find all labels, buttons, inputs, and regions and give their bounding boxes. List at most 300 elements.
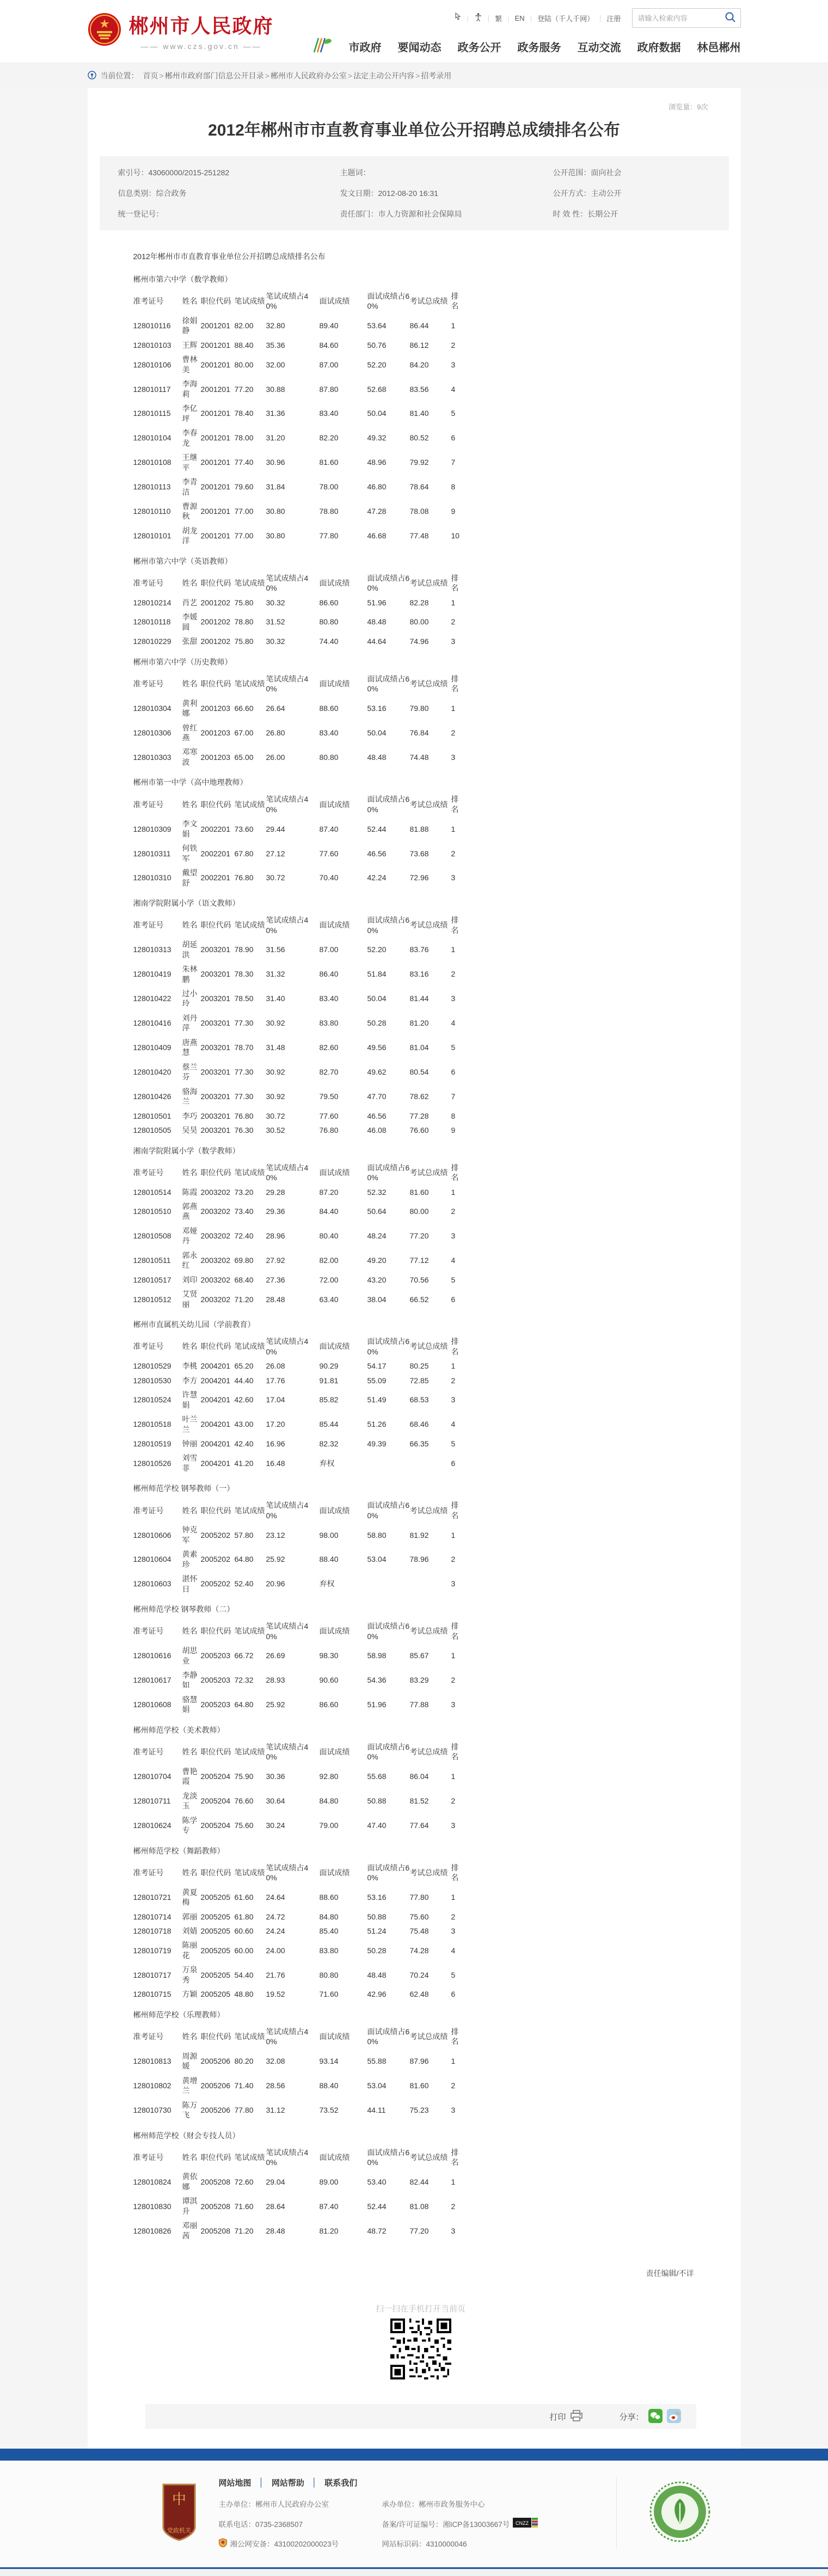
nav-item-7[interactable]: 林邑郴州 bbox=[697, 42, 741, 54]
cell: 30.24 bbox=[266, 1820, 285, 1830]
cell: 75.23 bbox=[409, 2105, 429, 2114]
column-header: 排名 bbox=[451, 1501, 459, 1520]
cell: 80.80 bbox=[319, 752, 339, 762]
cell: 88.60 bbox=[319, 703, 339, 713]
cell: 3 bbox=[451, 994, 456, 1003]
cell: 2003202 bbox=[200, 1295, 231, 1304]
cell: 86.44 bbox=[409, 321, 429, 330]
cell: 128010108 bbox=[133, 458, 171, 467]
cell: 82.70 bbox=[319, 1068, 339, 1077]
nav-item-2[interactable]: 要闻动态 bbox=[397, 42, 441, 54]
breadcrumb-separator: > bbox=[159, 71, 164, 80]
cell: 30.52 bbox=[266, 1126, 285, 1135]
cell: 龙淡玉 bbox=[182, 1791, 198, 1811]
cell: 黄素珍 bbox=[182, 1550, 198, 1569]
column-header: 职位代码 bbox=[200, 579, 231, 588]
breadcrumb-item[interactable]: 首页 bbox=[143, 71, 158, 80]
column-header: 笔试成绩 bbox=[234, 579, 265, 588]
cell: 曹艳霞 bbox=[182, 1767, 198, 1786]
cell: 2004201 bbox=[200, 1458, 231, 1468]
svg-text:中: 中 bbox=[171, 2491, 186, 2507]
cell: 2001201 bbox=[200, 482, 231, 492]
cell: 陈学专 bbox=[182, 1816, 198, 1835]
cell: 78.50 bbox=[234, 994, 254, 1003]
cell: 75.48 bbox=[409, 1926, 429, 1935]
cell: 87.00 bbox=[319, 360, 339, 369]
cell: 42.40 bbox=[234, 1439, 254, 1448]
cell: 54.36 bbox=[367, 1676, 387, 1685]
cell: 128010508 bbox=[133, 1231, 171, 1241]
cell: 弃权 bbox=[319, 1579, 335, 1588]
cell: 128010422 bbox=[133, 994, 171, 1003]
table-row bbox=[133, 696, 463, 721]
cell: 80.00 bbox=[234, 360, 254, 369]
cell: 李静如 bbox=[182, 1671, 198, 1690]
cell: 128010718 bbox=[133, 1926, 171, 1935]
cell: 128010304 bbox=[133, 703, 171, 713]
column-header: 姓名 bbox=[182, 1868, 198, 1877]
cell: 46.68 bbox=[367, 531, 387, 541]
column-header: 职位代码 bbox=[200, 1168, 231, 1177]
column-header: 排名 bbox=[451, 292, 459, 311]
cell: 50.64 bbox=[367, 1207, 387, 1216]
cell: 刘丹萍 bbox=[182, 1013, 198, 1033]
column-header: 面试成绩占60% bbox=[367, 1742, 410, 1762]
cell: 4 bbox=[451, 1946, 456, 1955]
column-header: 笔试成绩占40% bbox=[266, 1501, 309, 1520]
cell: 49.20 bbox=[367, 1256, 387, 1265]
cell: 77.88 bbox=[409, 1700, 429, 1709]
cell: 3 bbox=[451, 1820, 456, 1830]
cell: 艾贤丽 bbox=[182, 1290, 198, 1309]
footer-link-help[interactable]: 网站帮助 bbox=[271, 2479, 304, 2488]
header-row bbox=[133, 1861, 463, 1885]
column-header: 笔试成绩 bbox=[234, 2032, 265, 2041]
score-table bbox=[133, 1161, 463, 1312]
cell: 28.93 bbox=[266, 1676, 285, 1685]
cell: 2005203 bbox=[200, 1700, 231, 1709]
section-title: 郴州市第六中学（英语教师） bbox=[133, 556, 232, 566]
cell: 128010704 bbox=[133, 1772, 171, 1781]
share-wechat-button[interactable] bbox=[648, 2409, 663, 2425]
column-header: 面试成绩 bbox=[319, 921, 350, 930]
cell: 王辉 bbox=[182, 340, 198, 349]
table-row bbox=[133, 1273, 463, 1287]
cell: 75.90 bbox=[234, 1772, 254, 1781]
column-header: 职位代码 bbox=[200, 921, 231, 930]
column-header: 姓名 bbox=[182, 1506, 198, 1515]
cell: 87.40 bbox=[319, 824, 339, 833]
footer-link-contact[interactable]: 联系我们 bbox=[324, 2479, 358, 2488]
recruitment-section bbox=[133, 556, 708, 649]
section-title: 湘南学院附属小学（语文教师） bbox=[133, 899, 240, 908]
cell: 78.00 bbox=[319, 482, 339, 492]
cell: 80.40 bbox=[319, 1231, 339, 1241]
cell: 2002201 bbox=[200, 849, 231, 858]
cell: 81.04 bbox=[409, 1043, 429, 1052]
cell: 2003202 bbox=[200, 1256, 231, 1265]
meta-label: 时 效 性： bbox=[553, 210, 588, 218]
utility-bar: | | 繁 | EN | 登陆（千人千网） | 注册 请输入检索内容 bbox=[453, 8, 740, 28]
cell: 128010113 bbox=[133, 482, 171, 492]
cell: 77.48 bbox=[409, 531, 429, 541]
login-link[interactable]: 登陆（千人千网） bbox=[537, 14, 594, 23]
recruitment-section bbox=[133, 1319, 708, 1475]
cell: 钟丽 bbox=[182, 1439, 198, 1448]
column-header: 面试成绩占60% bbox=[367, 2027, 410, 2046]
cell: 2005202 bbox=[200, 1530, 231, 1540]
column-header: 面试成绩占60% bbox=[367, 916, 410, 935]
cell: 82.32 bbox=[319, 1439, 339, 1448]
cell: 2005204 bbox=[200, 1796, 231, 1805]
cell: 76.80 bbox=[234, 1111, 254, 1120]
cell: 76.60 bbox=[234, 1796, 254, 1805]
section-title: 郴州市第一中学（高中地理教师） bbox=[133, 778, 248, 787]
footer-sponsor: 主办单位：郴州市人民政府办公室 bbox=[218, 2500, 329, 2509]
cell: 2003201 bbox=[200, 1111, 231, 1120]
table-row bbox=[133, 475, 463, 499]
cell: 7 bbox=[451, 458, 456, 467]
breadcrumb-label: 当前位置： bbox=[100, 71, 139, 80]
cell: 骆海兰 bbox=[182, 1087, 198, 1106]
cell: 52.20 bbox=[367, 945, 387, 954]
cell: 4 bbox=[451, 1256, 456, 1265]
cell: 骆慧娟 bbox=[182, 1695, 198, 1714]
column-header: 考试总成绩 bbox=[409, 1627, 448, 1636]
header-row bbox=[133, 792, 463, 817]
cell: 2003202 bbox=[200, 1275, 231, 1284]
cell: 2 bbox=[451, 2081, 456, 2090]
column-header: 排名 bbox=[451, 1742, 459, 1762]
cell: 77.80 bbox=[319, 531, 339, 541]
cell: 88.40 bbox=[319, 2081, 339, 2090]
column-header: 笔试成绩 bbox=[234, 800, 265, 809]
site-footer bbox=[0, 2449, 828, 2576]
column-header: 准考证号 bbox=[133, 1627, 164, 1636]
cnzz-badge[interactable] bbox=[513, 2518, 538, 2529]
header-row bbox=[133, 1619, 463, 1643]
cell: 2003202 bbox=[200, 1187, 231, 1197]
cell: 1 bbox=[451, 1772, 456, 1781]
nav-item-4[interactable]: 政务服务 bbox=[517, 42, 561, 54]
cell: 李青洁 bbox=[182, 477, 198, 496]
cell: 31.52 bbox=[266, 617, 285, 627]
cell: 5 bbox=[451, 1043, 456, 1052]
column-header: 面试成绩占60% bbox=[367, 292, 410, 311]
svg-text:党政机关: 党政机关 bbox=[167, 2527, 191, 2534]
cell: 戴望舒 bbox=[182, 868, 198, 887]
score-table bbox=[133, 289, 463, 548]
cell: 曾红燕 bbox=[182, 723, 198, 742]
cell: 81.20 bbox=[319, 2226, 339, 2235]
cell: 32.80 bbox=[266, 321, 285, 330]
cell: 77.20 bbox=[409, 2226, 429, 2235]
column-header: 面试成绩占60% bbox=[367, 1863, 410, 1882]
meta-item bbox=[118, 208, 340, 219]
cell: 30.64 bbox=[266, 1796, 285, 1805]
cell: 2005208 bbox=[200, 2201, 231, 2211]
cell: 85.44 bbox=[319, 1420, 339, 1429]
column-header: 考试总成绩 bbox=[409, 921, 448, 930]
column-header: 考试总成绩 bbox=[409, 2032, 448, 2041]
cell: 128010526 bbox=[133, 1458, 171, 1468]
cell: 2001201 bbox=[200, 360, 231, 369]
cell: 52.40 bbox=[234, 1579, 254, 1588]
cell: 128010715 bbox=[133, 1990, 171, 1999]
search-icon bbox=[725, 17, 737, 25]
table-row bbox=[133, 1035, 463, 1060]
weibo-icon bbox=[667, 2409, 681, 2425]
section-title: 郴州师范学校 钢琴教师（二） bbox=[133, 1605, 235, 1614]
cell: 2005204 bbox=[200, 1820, 231, 1830]
cell: 2005205 bbox=[200, 1990, 231, 1999]
column-header: 排名 bbox=[451, 1163, 459, 1182]
table-row bbox=[133, 1388, 463, 1412]
cell: 16.96 bbox=[266, 1439, 285, 1448]
footer-links: 网站地图 │ 网站帮助 │ 联系我们 bbox=[218, 2478, 358, 2488]
cell: 1 bbox=[451, 1530, 456, 1540]
table-row bbox=[133, 2049, 463, 2074]
cell: 21.76 bbox=[266, 1970, 285, 1979]
cell: 72.40 bbox=[234, 1231, 254, 1241]
lang-traditional-link[interactable]: 繁 bbox=[495, 14, 502, 23]
nav-item-5[interactable]: 互动交流 bbox=[577, 42, 621, 54]
cell: 2 bbox=[451, 1376, 456, 1385]
column-header: 考试总成绩 bbox=[409, 297, 448, 306]
government-badge-icon bbox=[161, 2482, 197, 2544]
cell: 1 bbox=[451, 824, 456, 833]
cell: 29.36 bbox=[266, 1207, 285, 1216]
cell: 88.40 bbox=[319, 1555, 339, 1564]
cell: 65.20 bbox=[234, 1361, 254, 1371]
cell: 24.00 bbox=[266, 1946, 285, 1955]
cell: 51.96 bbox=[367, 598, 387, 607]
cell: 26.08 bbox=[266, 1361, 285, 1371]
cell: 81.08 bbox=[409, 2201, 429, 2211]
breadcrumb-item[interactable]: 郴州市人民政府办公室 bbox=[270, 71, 347, 80]
table-row bbox=[133, 1764, 463, 1789]
score-table bbox=[133, 1740, 463, 1838]
cell: 刘婧 bbox=[182, 1926, 198, 1935]
cell: 24.24 bbox=[266, 1926, 285, 1935]
cell: 87.80 bbox=[319, 384, 339, 394]
cell: 6 bbox=[451, 1990, 456, 1999]
cell: 3 bbox=[451, 873, 456, 882]
meta-value: 主动公开 bbox=[591, 189, 622, 198]
cell: 88.40 bbox=[234, 340, 254, 349]
column-header: 准考证号 bbox=[133, 297, 164, 306]
cell: 72.00 bbox=[319, 1275, 339, 1284]
recruitment-section bbox=[133, 777, 708, 890]
cell: 李春龙 bbox=[182, 428, 198, 447]
cell: 128010719 bbox=[133, 1946, 171, 1955]
cell: 1 bbox=[451, 1187, 456, 1197]
cell: 60.00 bbox=[234, 1946, 254, 1955]
table-row bbox=[133, 450, 463, 475]
accessibility-icon[interactable] bbox=[474, 13, 482, 23]
search-button[interactable] bbox=[723, 11, 738, 25]
cell: 64.80 bbox=[234, 1555, 254, 1564]
cell: 2001201 bbox=[200, 384, 231, 394]
cell: 83.29 bbox=[409, 1676, 429, 1685]
cell: 2005206 bbox=[200, 2056, 231, 2065]
cell: 71.60 bbox=[234, 2201, 254, 2211]
cell: 83.80 bbox=[319, 1946, 339, 1955]
cell: 128010416 bbox=[133, 1019, 171, 1028]
cell: 3 bbox=[451, 2226, 456, 2235]
cell: 46.56 bbox=[367, 1111, 387, 1120]
column-header: 笔试成绩 bbox=[234, 1747, 265, 1757]
table-row bbox=[133, 2098, 463, 2123]
column-header: 职位代码 bbox=[200, 2152, 231, 2162]
cell: 邓丽茜 bbox=[182, 2221, 198, 2240]
column-header: 面试成绩占60% bbox=[367, 2148, 410, 2167]
lang-english-link[interactable]: EN bbox=[514, 14, 525, 22]
cell: 郭永红 bbox=[182, 1250, 198, 1270]
cell: 43.20 bbox=[367, 1275, 387, 1284]
cell: 31.84 bbox=[266, 482, 285, 492]
register-link[interactable]: 注册 bbox=[606, 14, 621, 23]
cell: 5 bbox=[451, 409, 456, 418]
cell: 128010624 bbox=[133, 1820, 171, 1830]
sections bbox=[133, 274, 708, 2243]
cell: 31.48 bbox=[266, 1043, 285, 1052]
printer-icon bbox=[570, 2410, 583, 2424]
cell: 44.11 bbox=[367, 2105, 386, 2114]
cell: 胡龙洋 bbox=[182, 526, 198, 545]
nav-item-1[interactable]: 市政府 bbox=[348, 42, 382, 54]
cell: 128010103 bbox=[133, 340, 171, 349]
table-row bbox=[133, 1199, 463, 1224]
cell: 50.88 bbox=[367, 1796, 387, 1805]
cell: 128010606 bbox=[133, 1530, 171, 1540]
cell: 128010306 bbox=[133, 728, 171, 737]
score-table bbox=[133, 1498, 463, 1596]
cell: 30.32 bbox=[266, 598, 285, 607]
cell: 3 bbox=[451, 1231, 456, 1241]
cell: 86.12 bbox=[409, 340, 429, 349]
print-button[interactable] bbox=[570, 2410, 583, 2424]
cell: 17.04 bbox=[266, 1395, 285, 1404]
cell: 86.60 bbox=[319, 598, 339, 607]
cell: 31.40 bbox=[266, 994, 285, 1003]
table-row bbox=[133, 1692, 463, 1717]
cell: 85.82 bbox=[319, 1395, 339, 1404]
cell: 2001202 bbox=[200, 598, 231, 607]
column-header: 笔试成绩占40% bbox=[266, 2027, 309, 2046]
meta-label: 责任部门： bbox=[340, 210, 378, 218]
cell: 过小玲 bbox=[182, 989, 198, 1008]
cell: 29.44 bbox=[266, 824, 285, 833]
meta-item bbox=[340, 167, 553, 178]
civilized-site-badge-icon[interactable] bbox=[649, 2481, 710, 2545]
table-row bbox=[133, 610, 463, 634]
cell: 75.80 bbox=[234, 598, 254, 607]
column-header: 面试成绩占60% bbox=[367, 1337, 410, 1356]
cell: 73.40 bbox=[234, 1207, 254, 1216]
recruitment-section bbox=[133, 657, 708, 770]
cell: 2001203 bbox=[200, 728, 231, 737]
breadcrumb-item[interactable]: 法定主动公开内容 bbox=[353, 71, 415, 80]
cell: 77.20 bbox=[409, 1231, 429, 1241]
cell: 54.40 bbox=[234, 1970, 254, 1979]
cell: 90.60 bbox=[319, 1676, 339, 1685]
cell: 82.28 bbox=[409, 598, 429, 607]
cell: 2001203 bbox=[200, 752, 231, 762]
cell: 78.08 bbox=[409, 507, 429, 516]
cell: 128010214 bbox=[133, 598, 171, 607]
cell: 81.92 bbox=[409, 1530, 429, 1540]
column-header: 面试成绩占60% bbox=[367, 795, 410, 814]
cell: 48.24 bbox=[367, 1231, 387, 1241]
cell: 曹源秋 bbox=[182, 501, 198, 521]
cell: 2 bbox=[451, 1676, 456, 1685]
column-header: 笔试成绩 bbox=[234, 2152, 265, 2162]
table-row bbox=[133, 1373, 463, 1388]
column-header: 准考证号 bbox=[133, 921, 164, 930]
cell: 85.40 bbox=[319, 1926, 339, 1935]
cell: 2005208 bbox=[200, 2226, 231, 2235]
header-row bbox=[133, 571, 463, 596]
cell: 2 bbox=[451, 340, 456, 349]
cell: 58.98 bbox=[367, 1651, 387, 1660]
column-header: 笔试成绩 bbox=[234, 1627, 265, 1636]
content-zone bbox=[0, 88, 828, 2449]
cell: 53.04 bbox=[367, 2081, 387, 2090]
cell: 77.30 bbox=[234, 1019, 254, 1028]
nav-item-6[interactable]: 政府数据 bbox=[637, 42, 681, 54]
column-header: 面试成绩 bbox=[319, 1342, 350, 1351]
cell: 邓寒波 bbox=[182, 747, 198, 766]
cell: 28.56 bbox=[266, 2081, 285, 2090]
cell: 10 bbox=[451, 531, 460, 541]
section-title: 郴州师范学校 钢琴教师（一） bbox=[133, 1484, 235, 1493]
table-row bbox=[133, 1011, 463, 1035]
meta-item bbox=[118, 188, 340, 199]
editor-note: 责任编辑/不详 bbox=[646, 2269, 694, 2278]
table-row bbox=[133, 1109, 463, 1123]
table-row bbox=[133, 1084, 463, 1109]
column-header: 排名 bbox=[451, 916, 459, 935]
column-header: 面试成绩 bbox=[319, 800, 350, 809]
cell: 2005202 bbox=[200, 1555, 231, 1564]
cell: 1 bbox=[451, 1892, 456, 1902]
column-header: 考试总成绩 bbox=[409, 679, 448, 688]
cell: 万泉秀 bbox=[182, 1965, 198, 1984]
cell: 43.00 bbox=[234, 1420, 254, 1429]
cell: 2005205 bbox=[200, 1970, 231, 1979]
table-row bbox=[133, 1224, 463, 1248]
share-weibo-button[interactable] bbox=[667, 2409, 681, 2425]
cell: 李海莉 bbox=[182, 379, 198, 398]
cell: 80.80 bbox=[319, 1970, 339, 1979]
cell: 49.56 bbox=[367, 1043, 387, 1052]
cell: 83.40 bbox=[319, 994, 339, 1003]
footer-link-sitemap[interactable]: 网站地图 bbox=[218, 2479, 252, 2488]
cell: 52.44 bbox=[367, 2201, 387, 2211]
score-table bbox=[133, 792, 463, 890]
nav-item-3[interactable]: 政务公开 bbox=[457, 42, 501, 54]
cell: 128010106 bbox=[133, 360, 171, 369]
footer-icp: 备案/许可证编号：湘ICP备13003667号 bbox=[382, 2520, 510, 2529]
cell: 86.40 bbox=[319, 970, 339, 979]
footer-organizer: 承办单位：郴州市政务服务中心 bbox=[382, 2500, 485, 2509]
column-header: 笔试成绩占40% bbox=[266, 1742, 309, 1762]
cell: 72.85 bbox=[409, 1376, 429, 1385]
table-row bbox=[133, 1910, 463, 1924]
column-header: 准考证号 bbox=[133, 800, 164, 809]
breadcrumb-item[interactable]: 郴州市政府部门信息公开目录 bbox=[164, 71, 264, 80]
